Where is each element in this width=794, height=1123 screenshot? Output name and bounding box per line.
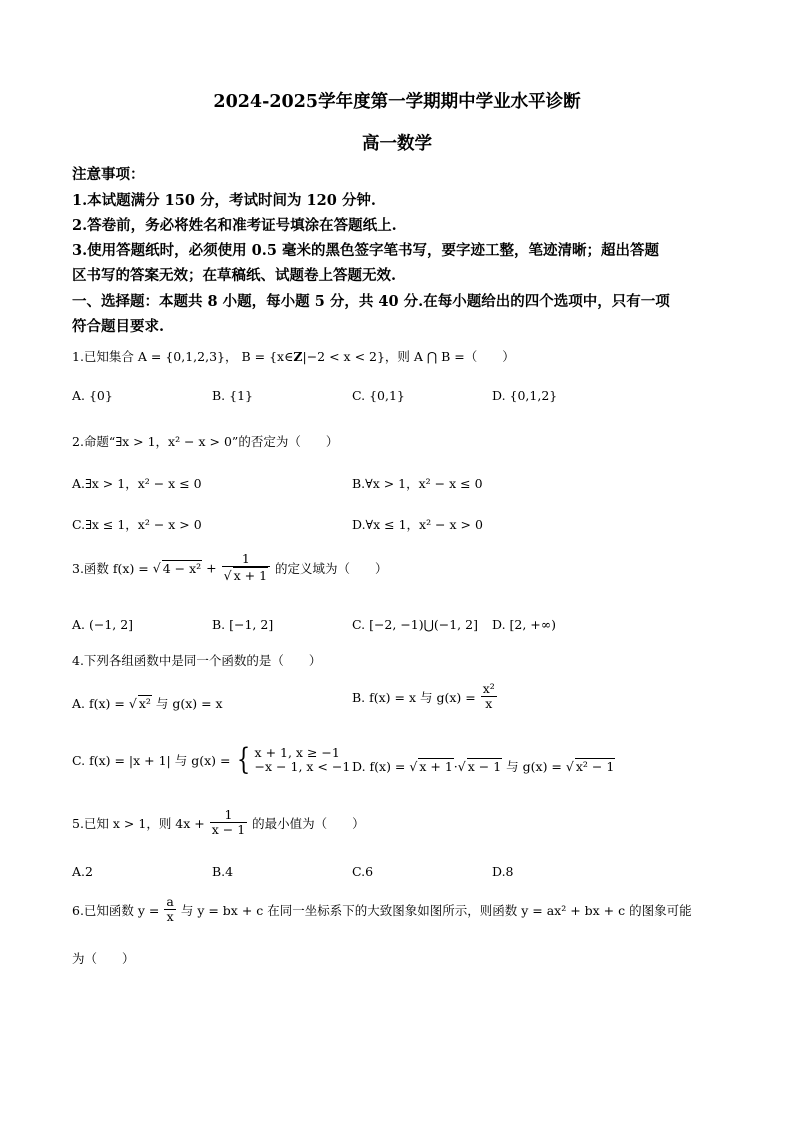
- q4-d-dot: ·: [453, 759, 458, 774]
- q1-option-c[interactable]: C. {0,1}: [352, 388, 405, 403]
- question-5-stem: [72, 808, 365, 838]
- q3-fraction: [222, 552, 270, 584]
- q4-c-case1: x + 1, x ≥ −1: [254, 744, 340, 760]
- brace-icon: {: [237, 742, 251, 777]
- q4-d-text-b: 与 g(x) =: [506, 759, 562, 774]
- q4-c-text: C. f(x) = |x + 1| 与 g(x) =: [72, 753, 231, 768]
- section-heading: 一、选择题：本题共 8 小题，每小题 5 分，共 40 分.在每小题给出的四个选项中，只有一项: [72, 293, 670, 310]
- question-1-stem: [72, 347, 515, 365]
- q5-fraction: [210, 808, 247, 838]
- q4-c-piecewise: [255, 746, 351, 775]
- q3-plus: +: [206, 560, 217, 576]
- question-6-stem: [72, 895, 692, 925]
- q6-frac-num: a: [166, 894, 174, 909]
- q4-option-c[interactable]: [72, 742, 351, 777]
- q6-frac-den: x: [166, 909, 174, 925]
- notes-item: 2.答卷前，务必将姓名和准考证号填涂在答题纸上.: [72, 217, 397, 234]
- q4-d-text: D. f(x) =: [352, 759, 406, 774]
- q4-c-case2: −x − 1, x < −1: [254, 759, 351, 774]
- q4-b-fraction: [481, 682, 497, 712]
- q4-option-b[interactable]: [352, 682, 498, 712]
- sqrt-sign-icon: √: [223, 568, 232, 584]
- sqrt-sign-icon: √: [457, 759, 466, 774]
- q3-stem-b: 的定义域为（ ）: [275, 560, 388, 576]
- q4-d-sqrt3: x² − 1: [575, 759, 615, 774]
- exam-subject: 高一数学: [362, 134, 432, 154]
- sqrt-sign-icon: √: [409, 759, 418, 774]
- q1-option-a[interactable]: A. {0}: [72, 388, 113, 403]
- q1-stem-c: |−2 < x < 2}，则 A ⋂ B =（ ）: [302, 349, 515, 364]
- q4-d-sqrt2: x − 1: [467, 759, 502, 774]
- q2-option-b[interactable]: B.∀x > 1，x² − x ≤ 0: [352, 476, 483, 491]
- section-heading: 符合题目要求.: [72, 318, 165, 335]
- q5-stem-a: 5.已知 x > 1，则 4x +: [72, 815, 205, 831]
- q5-stem-b: 的最小值为（ ）: [252, 815, 365, 831]
- q3-sqrt-body: 4 − x²: [162, 560, 202, 576]
- q1-stem-a: 1.已知集合 A = {0,1,2,3}，: [72, 349, 238, 364]
- q3-option-c[interactable]: C. [−2, −1)⋃(−1, 2]: [352, 617, 478, 632]
- q1-stem-b: B = {x∈: [241, 349, 294, 364]
- q5-option-d[interactable]: D.8: [492, 864, 514, 879]
- q3-stem-a: 3.函数 f(x) =: [72, 560, 149, 576]
- q1-stem-z: Z: [293, 349, 303, 364]
- q4-a-sqrt: x²: [138, 696, 151, 711]
- question-4-stem: 4.下列各组函数中是同一个函数的是（ ）: [72, 653, 322, 668]
- q1-option-b[interactable]: B. {1}: [212, 388, 253, 403]
- q4-d-sqrt1: x + 1: [419, 759, 453, 774]
- q6-stem-a: 6.已知函数 y =: [72, 902, 160, 918]
- q4-option-d[interactable]: [352, 757, 615, 775]
- q6-stem-b: 与 y = bx + c 在同一坐标系下的大致图象如图所示，则函数 y = ax² + bx + c 的图象可能: [180, 902, 692, 918]
- q2-option-c[interactable]: C.∃x ≤ 1，x² − x > 0: [72, 517, 202, 532]
- q4-b-text: B. f(x) = x 与 g(x) =: [352, 689, 476, 705]
- q4-option-a[interactable]: [72, 694, 223, 712]
- q5-option-a[interactable]: A.2: [72, 864, 93, 879]
- q5-option-c[interactable]: C.6: [352, 864, 374, 879]
- q6-fraction: [164, 895, 175, 925]
- sqrt-sign-icon: √: [128, 696, 137, 711]
- q5-frac-den: x − 1: [211, 822, 246, 838]
- sqrt-sign-icon: √: [152, 560, 161, 576]
- q5-frac-num: 1: [210, 808, 247, 823]
- q3-frac-den: x + 1: [233, 568, 268, 584]
- question-3-stem: [72, 552, 388, 584]
- q3-option-b[interactable]: B. [−1, 2]: [212, 617, 274, 632]
- q4-a-text: A. f(x) =: [72, 696, 125, 711]
- notes-item: 3.使用答题纸时，必须使用 0.5 毫米的黑色签字笔书写，要字迹工整，笔迹清晰；超出答题: [72, 242, 659, 259]
- q1-option-d[interactable]: D. {0,1,2}: [492, 388, 558, 403]
- q3-option-d[interactable]: D. [2, +∞): [492, 617, 557, 632]
- sqrt-sign-icon: √: [565, 759, 574, 774]
- q4-a-text-b: 与 g(x) = x: [155, 696, 223, 711]
- q5-option-b[interactable]: B.4: [212, 864, 234, 879]
- q4-b-num: x²: [482, 681, 495, 696]
- q3-frac-den-wrap: [222, 567, 270, 583]
- notes-item: 区书写的答案无效；在草稿纸、试题卷上答题无效.: [72, 267, 397, 284]
- q2-option-d[interactable]: D.∀x ≤ 1，x² − x > 0: [352, 517, 483, 532]
- question-2-stem: 2.命题“∃x > 1，x² − x > 0”的否定为（ ）: [72, 434, 339, 449]
- notes-heading: 注意事项：: [72, 166, 145, 183]
- q3-option-a[interactable]: A. (−1, 2]: [72, 617, 134, 632]
- notes-item: 1.本试题满分 150 分，考试时间为 120 分钟.: [72, 192, 376, 209]
- q3-frac-num: 1: [222, 552, 270, 567]
- exam-title: 2024-2025学年度第一学期期中学业水平诊断: [213, 92, 581, 112]
- q2-option-a[interactable]: A.∃x > 1，x² − x ≤ 0: [72, 476, 202, 491]
- q4-b-den: x: [485, 696, 493, 712]
- question-6-stem-cont: 为（ ）: [72, 951, 135, 966]
